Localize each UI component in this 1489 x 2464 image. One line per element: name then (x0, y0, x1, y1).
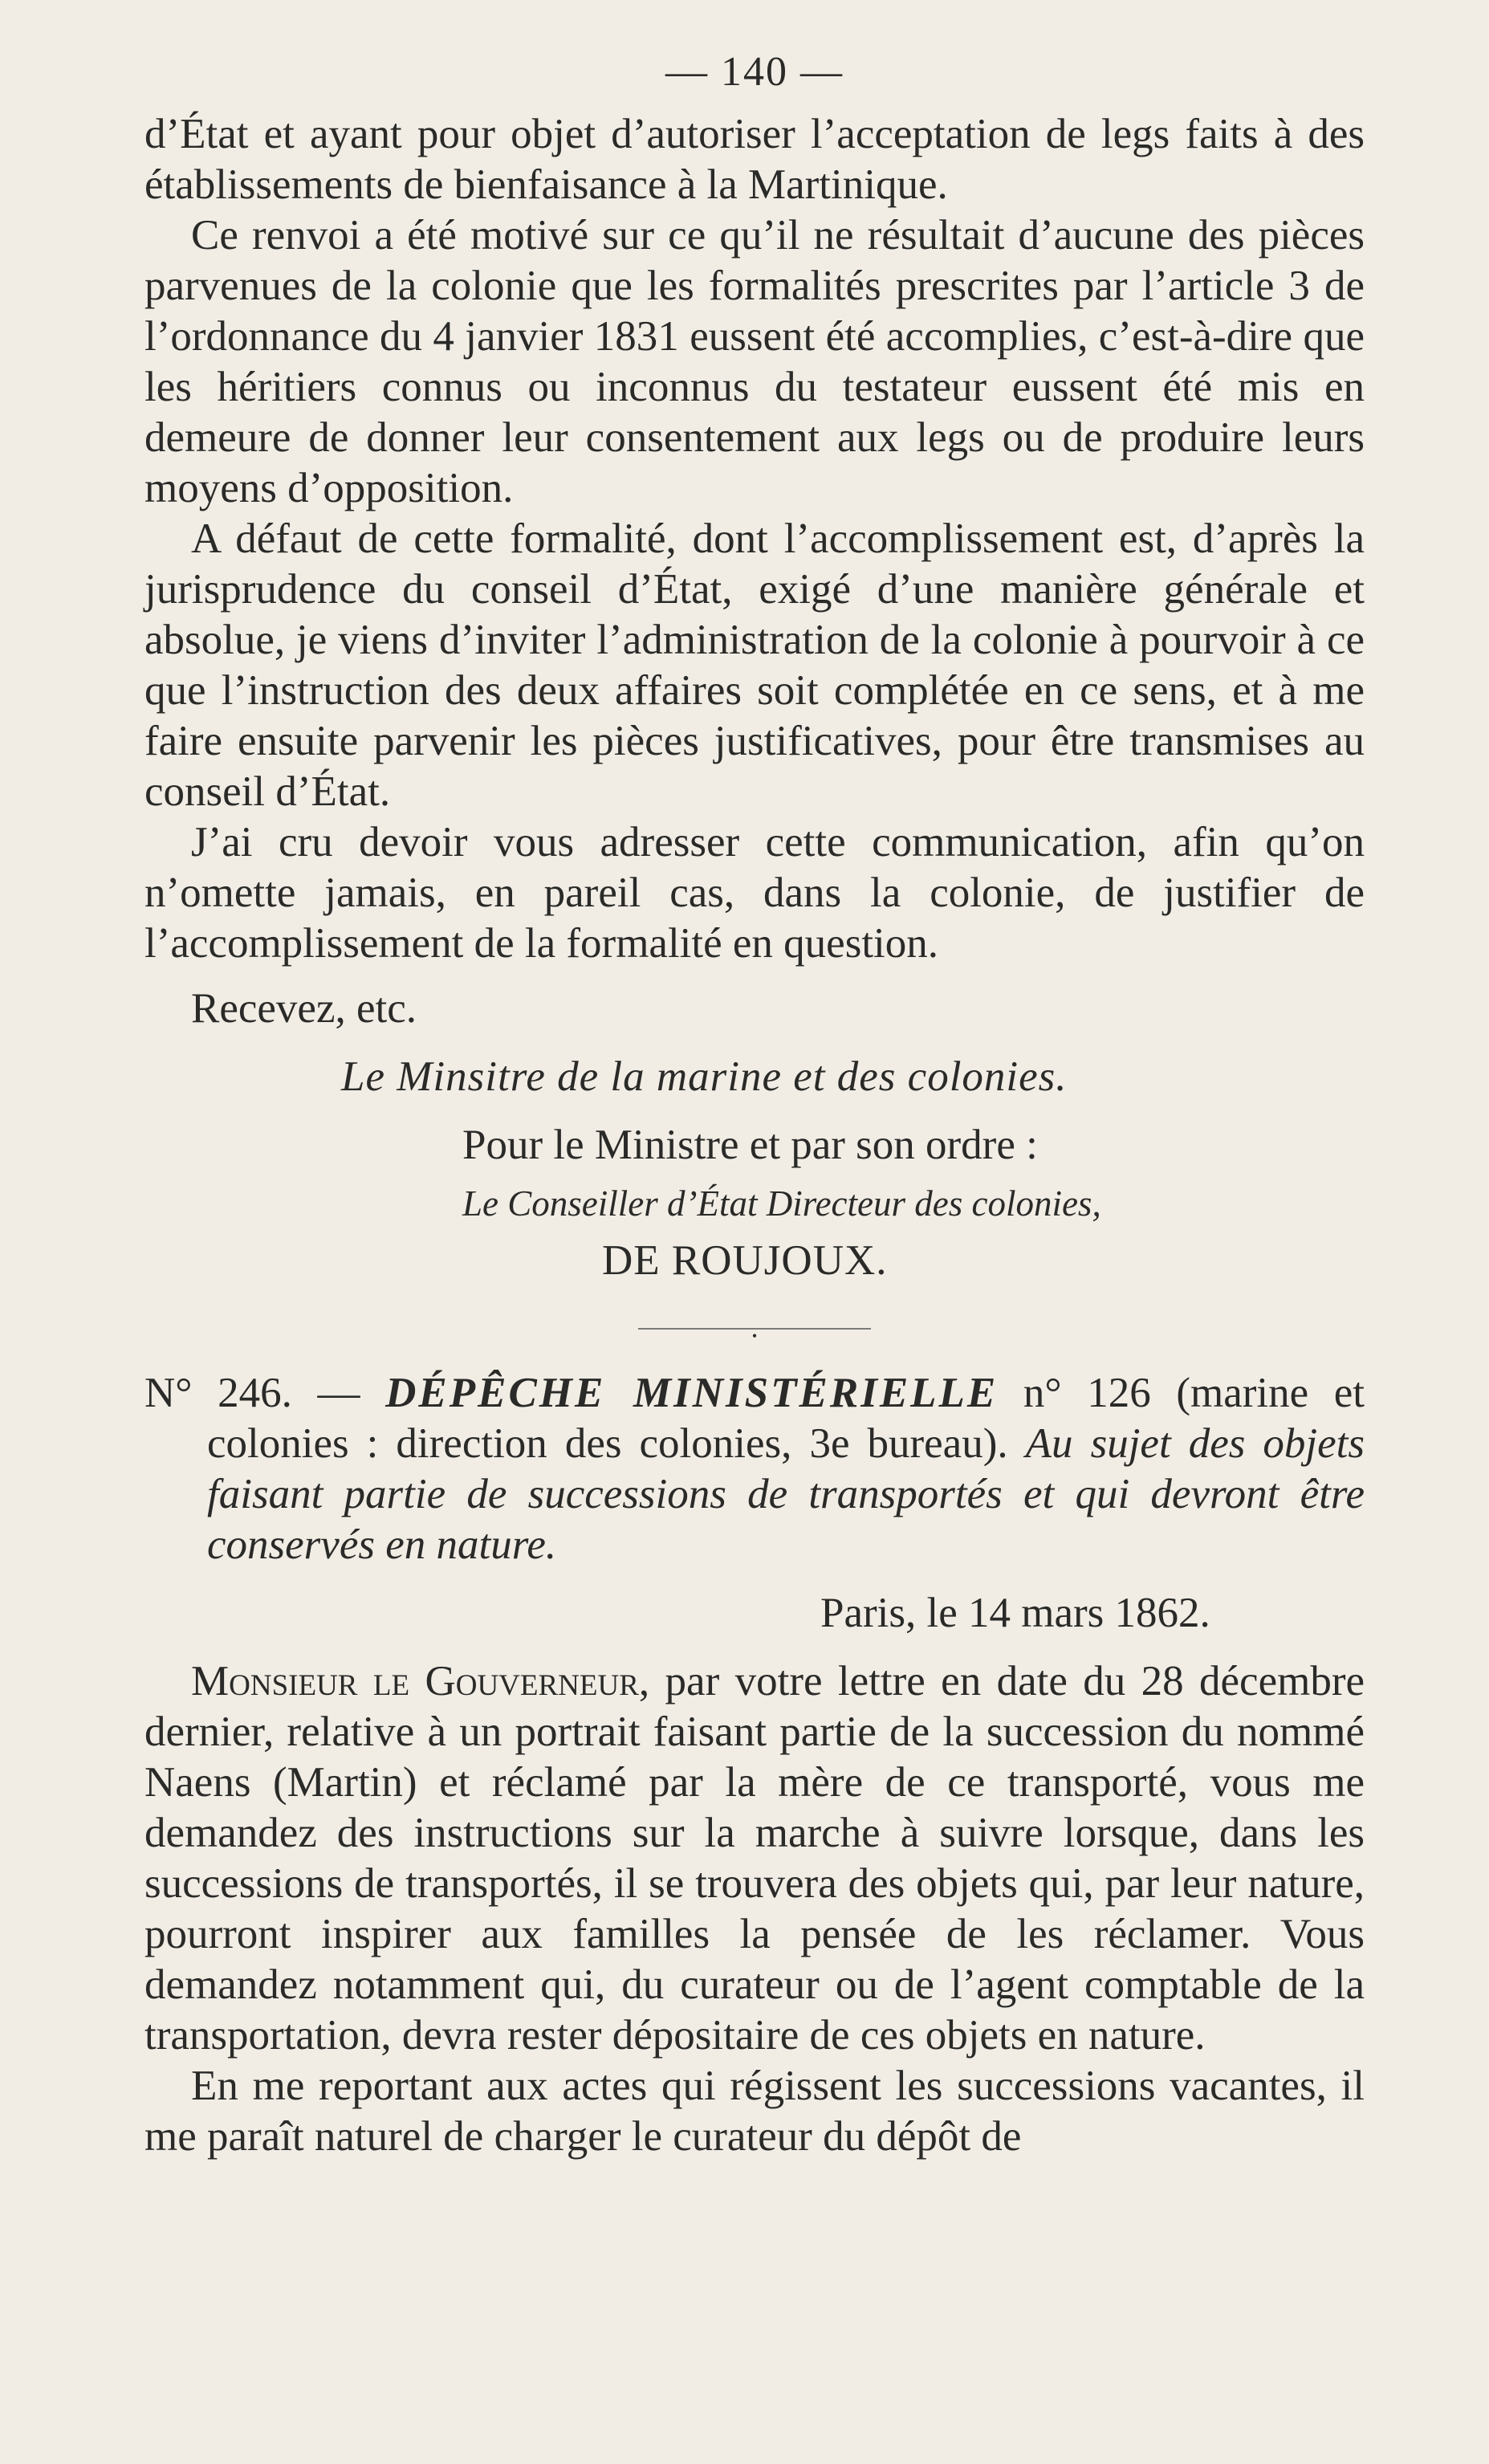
salutation: Monsieur le Gouverneur, (191, 1658, 650, 1704)
paragraph: En me reportant aux actes qui régissent les successions vacantes, il me paraît naturel de charger le curateur du dépôt de (144, 2063, 1365, 2160)
signature-director: Le Conseiller d’État Directeur des colonies, (462, 1183, 1101, 1224)
page (144, 48, 1365, 2162)
paragraph (144, 1656, 1365, 2061)
paragraph: Ce renvoi a été motivé sur ce qu’il ne résultait d’aucune des pièces parvenues de la colonie que les formalités prescrites par l’article 3 de l’ordonnance du 4 janvier 1831 eussent été accomplies, c’est-à-dire que les héritiers connus ou inconnus du testateur eussent été mis en demeure de donner leur consentement aux legs ou de produire leurs moyens d’opposition. (144, 212, 1365, 511)
divider-mark: • (751, 1328, 758, 1344)
document-kind: DÉPÊCHE MINISTÉRIELLE (385, 1370, 999, 1416)
document-subject: Au sujet des objets faisant partie de successions de transportés et qui devront être conservés en nature. (207, 1420, 1365, 1568)
signature-order: Pour le Ministre et par son ordre : (462, 1122, 1038, 1168)
closing: Recevez, etc. (191, 985, 417, 1032)
continued-paragraph: d’État et ayant pour objet d’autoriser l’acceptation de legs faits à des établissements de bienfaisance à la Martinique. (144, 111, 1365, 208)
signature-block (144, 1052, 1365, 1286)
paragraph-text: par votre lettre en date du 28 décembre dernier, relative à un portrait faisant partie de la succession du nommé Naens (Martin) et réclamé par la mère de ce transporté, vous me demandez des instructions sur la marche à suivre lorsque, dans les successions de transportés, il se trouvera des objets qui, par leur nature, pourront inspirer aux familles la pensée de les réclamer. Vous demandez notamment qui, du curateur ou de l’agent comptable de la transportation, devra rester dépositaire de ces objets en nature. (144, 1658, 1365, 2059)
paragraph: A défaut de cette formalité, dont l’accomplissement est, d’après la jurisprudence du conseil d’État, exigé d’une manière générale et absolue, je viens d’inviter l’administration de la colonie à pourvoir à ce que l’instruction des deux affaires soit complétée en ce sens, et à me faire ensuite parvenir les pièces justificatives, pour être transmises au conseil d’État. (144, 515, 1365, 815)
document-heading (144, 1368, 1365, 1570)
document-reference: n° 126 (marine et colonies : direction des colonies, 3e bureau). (207, 1370, 1365, 1467)
paragraph: J’ai cru devoir vous adresser cette communication, afin qu’on n’omette jamais, en pareil cas, dans la colonie, de justifier de l’accomplissement de la formalité en question. (144, 819, 1365, 967)
dispatch-body (144, 1656, 1365, 2162)
document-number: N° 246. — (144, 1370, 360, 1416)
dateline: Paris, le 14 mars 1862. (820, 1590, 1210, 1636)
signature-minister: Le Minsitre de la marine et des colonies. (341, 1053, 1068, 1100)
letter-body (144, 109, 1365, 969)
signature-name: DE ROUJOUX. (602, 1237, 888, 1284)
page-number: — 140 — (665, 49, 844, 95)
